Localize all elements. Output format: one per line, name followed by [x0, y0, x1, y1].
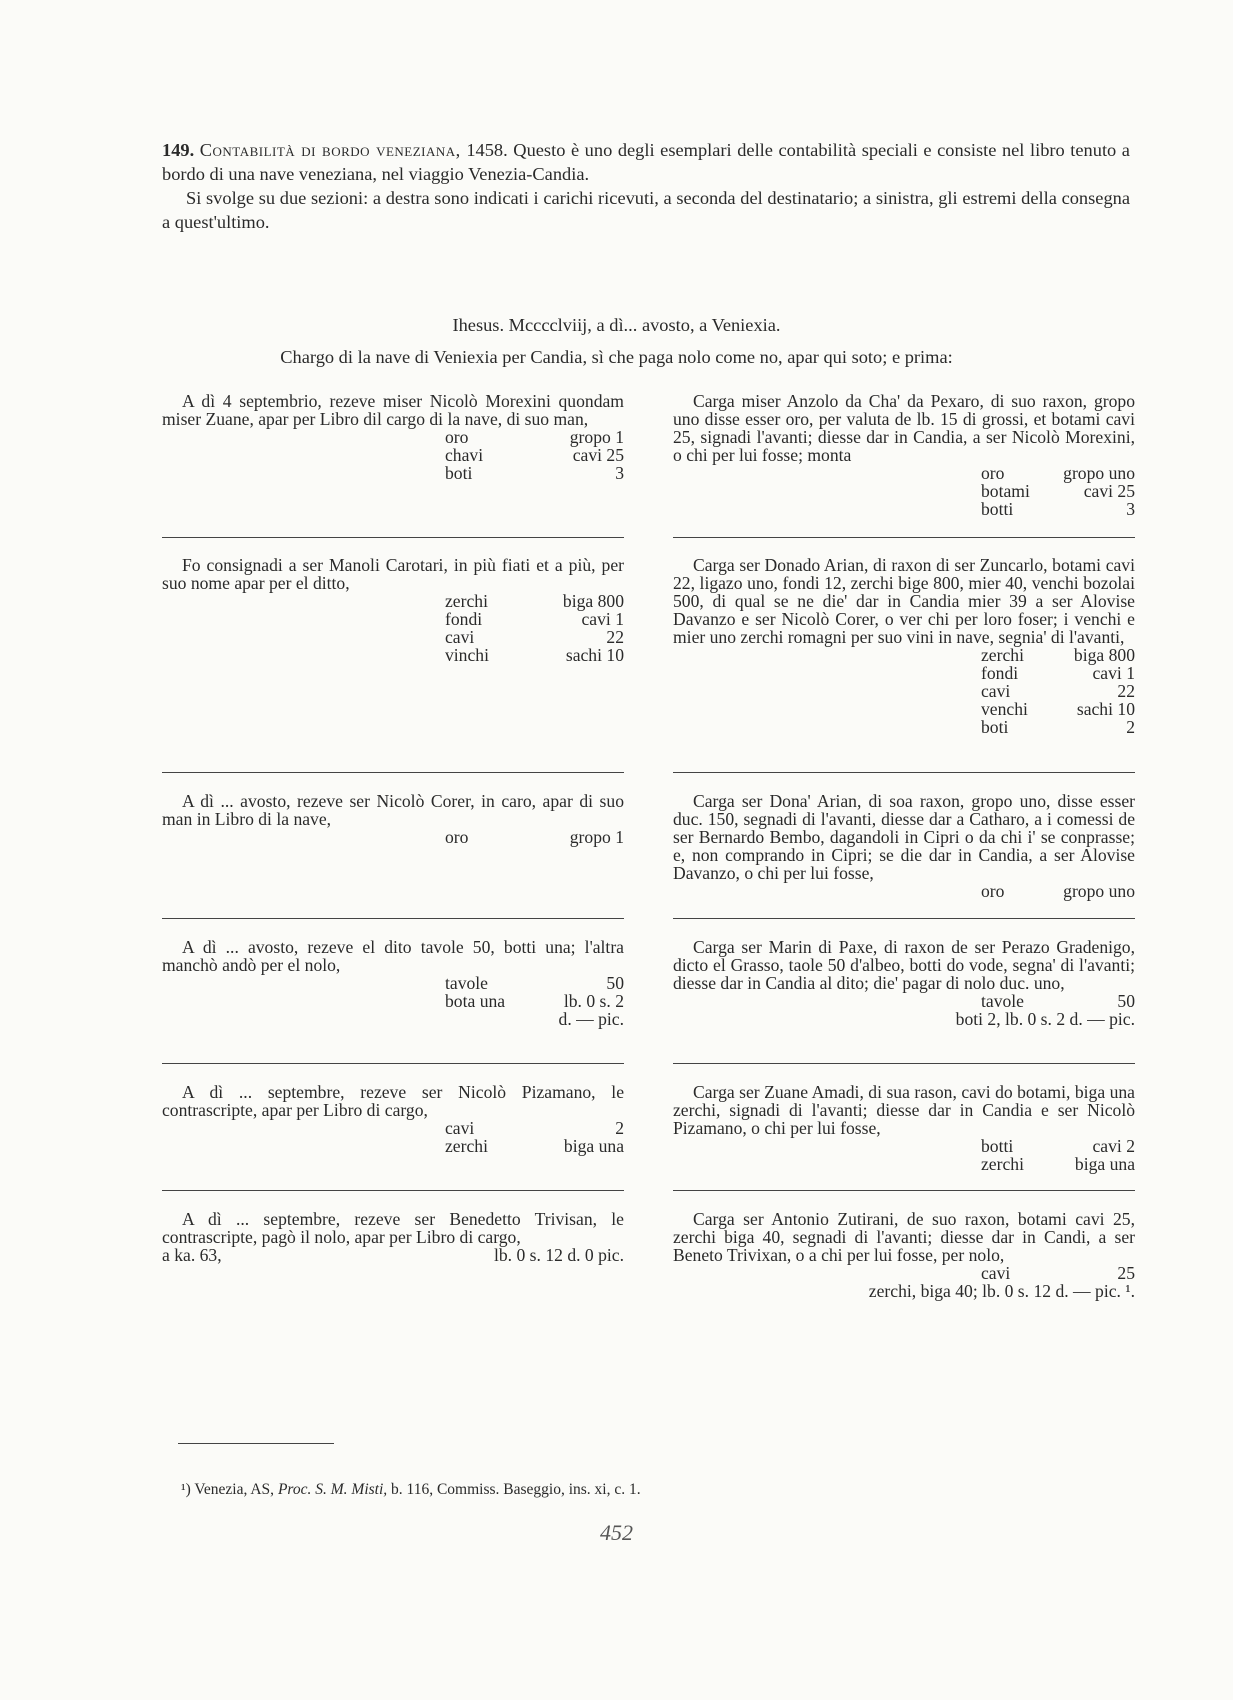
right-entry-row: zerchi biga 800 [981, 645, 1135, 665]
left-entry-text: A dì ... septembre, rezeve ser Benedetto Trivisan, le contrascripte, pagò il nolo, apar per Libro di cargo, [162, 1209, 624, 1247]
entry-title: Contabilità di bordo veneziana, [199, 140, 461, 160]
left-entry-5 [162, 1083, 624, 1155]
right-entry-row: cavi 25 [981, 1263, 1135, 1283]
left-entry-text: Fo consignadi a ser Manoli Carotari, in più fiati et a più, per suo nome apar per el ditto, [162, 555, 624, 593]
right-entry-3 [673, 792, 1135, 900]
footnote [181, 1481, 641, 1499]
page-number: 452 [600, 1520, 633, 1545]
right-entry-row: botti cavi 2 [981, 1136, 1135, 1156]
right-divider [673, 772, 1135, 773]
left-entry-row: oro gropo 1 [445, 427, 624, 447]
right-entry-row: zerchi biga una [981, 1154, 1135, 1174]
left-entry-text: A dì 4 septembrio, rezeve miser Nicolò Morexini quondam miser Zuane, apar per Libro dil cargo di la nave, di suo man, [162, 391, 624, 429]
right-entry-2 [673, 556, 1135, 736]
left-entry-row: zerchi biga 800 [445, 591, 624, 611]
document-heading: Ihesus. Mcccclviij, a dì... avosto, a Veniexia. [452, 315, 781, 335]
right-entry-text: Carga miser Anzolo da Cha' da Pexaro, di suo raxon, gropo uno disse esser oro, per valuta de lb. 15 di grossi, et botami cavi 25, signadi l'avanti; diesse dar in Candia, a ser Nicolò Morexini, o chi per lui fosse; monta [673, 391, 1135, 465]
right-entry-row: oro gropo uno [981, 881, 1135, 901]
right-entry-row: venchi sachi 10 [981, 699, 1135, 719]
footnote-rule [178, 1443, 334, 1444]
left-entry-text: A dì ... septembre, rezeve ser Nicolò Pizamano, le contrascripte, apar per Libro di cargo, [162, 1082, 624, 1120]
right-entry-row: cavi 22 [981, 681, 1135, 701]
left-divider [162, 772, 624, 773]
left-entry-row: tavole 50 [445, 973, 624, 993]
right-entry-text: Carga ser Zuane Amadi, di sua rason, cavi do botami, biga una zerchi, signadi di l'avanti; diesse dar in Candia e ser Nicolò Pizamano, o chi per lui fosse, [673, 1082, 1135, 1138]
left-entry-row: zerchi biga una [445, 1136, 624, 1156]
entry-number: 149. [162, 140, 195, 160]
document-subheading: Chargo di la nave di Veniexia per Candia, sì che paga nolo come no, apar qui soto; e prima: [280, 347, 953, 367]
left-entry-text: A dì ... avosto, rezeve ser Nicolò Corer, in caro, apar di suo man in Libro di la nave, [162, 791, 624, 829]
left-entry-3 [162, 792, 624, 846]
right-entry-row: tavole 50 [981, 991, 1135, 1011]
left-divider [162, 1063, 624, 1064]
left-entry-text: A dì ... avosto, rezeve el dito tavole 50, botti una; l'altra manchò andò per el nolo, [162, 937, 624, 975]
left-entry-2 [162, 556, 624, 664]
right-entry-5 [673, 1083, 1135, 1173]
left-entry-row: bota una lb. 0 s. 2 [445, 991, 624, 1011]
left-entry-row: vinchi sachi 10 [445, 645, 624, 665]
right-divider [673, 918, 1135, 919]
right-entry-text: Carga ser Donado Arian, di raxon di ser Zuncarlo, botami cavi 22, ligazo uno, fondi 12, zerchi bige 800, mier 40, venchi bozolai 500, di qual se ne die' dar in Candia mier 39 a ser Alovise Davanzo e ser Nicolò Corer, o ver chi per loro foser; i venchi e mier uno zerchi romagni per suo vini in nave, segnia' di l'avanti, [673, 555, 1135, 647]
left-entry-row: oro gropo 1 [445, 827, 624, 847]
right-entry-4 [673, 938, 1135, 1028]
right-entry-row: boti 2, lb. 0 s. 2 d. — pic. [955, 1009, 1135, 1029]
footnote-marker: ¹) [181, 1481, 191, 1498]
right-entry-text: Carga ser Dona' Arian, di soa raxon, gropo uno, disse esser duc. 150, segnadi di l'avanti, diesse dar a Catharo, a i comessi de ser Bernardo Bembo, dagandoli in Cipri o da chi i' se conprasse; e, non comprando in Cipri; se die dar in Candia, a ser Alovise Davanzo, o chi per lui fosse, [673, 791, 1135, 883]
left-divider [162, 1190, 624, 1191]
right-entry-row: oro gropo uno [981, 463, 1135, 483]
footnote-series: Proc. S. M. Misti, [277, 1481, 388, 1498]
left-entry-row: a ka. 63, lb. 0 s. 12 d. 0 pic. [162, 1245, 624, 1265]
intro-paragraph [162, 138, 1130, 234]
right-entry-row: zerchi, biga 40; lb. 0 s. 12 d. — pic. ¹. [868, 1281, 1135, 1301]
right-divider [673, 1190, 1135, 1191]
intro-para2: Si svolge su due sezioni: a destra sono indicati i carichi ricevuti, a seconda del destinatario; a sinistra, gli estremi della consegna a quest'ultimo. [162, 188, 1130, 232]
left-entry-1 [162, 392, 624, 482]
left-entry-row: chavi cavi 25 [445, 445, 624, 465]
left-entry-6 [162, 1210, 624, 1264]
right-divider [673, 1063, 1135, 1064]
footnote-source: Venezia, AS, [194, 1481, 275, 1498]
left-entry-row: d. — pic. [558, 1009, 624, 1029]
right-entry-row: boti 2 [981, 717, 1135, 737]
right-entry-row: botami cavi 25 [981, 481, 1135, 501]
right-entry-text: Carga ser Marin di Paxe, di raxon de ser Perazo Gradenigo, dicto el Grasso, taole 50 d'albeo, botti do vode, segna' di l'avanti; diesse dar in Candia al dito; die' pagar di nolo duc. uno, [673, 937, 1135, 993]
right-entry-6 [673, 1210, 1135, 1300]
left-divider [162, 918, 624, 919]
entry-year: 1458. [466, 140, 508, 160]
left-entry-row: fondi cavi 1 [445, 609, 624, 629]
right-entry-row: fondi cavi 1 [981, 663, 1135, 683]
right-entry-1 [673, 392, 1135, 518]
right-entry-row: botti 3 [981, 499, 1135, 519]
intro-line1: Questo è uno degli esemplari delle contabilità speciali e consiste nel libro tenuto a bordo di una nave veneziana, nel viaggio Venezia-Candia. [162, 140, 1130, 184]
footnote-reference: b. 116, Commiss. Baseggio, ins. xi, c. 1. [391, 1481, 641, 1498]
left-entry-row: cavi 22 [445, 627, 624, 647]
right-divider [673, 537, 1135, 538]
left-entry-4 [162, 938, 624, 1028]
right-entry-text: Carga ser Antonio Zutirani, de suo raxon, botami cavi 25, zerchi biga 40, segnadi di l'avanti; diesse dar in Candi, a ser Beneto Trivixan, o a chi per lui fosse, per nolo, [673, 1209, 1135, 1265]
left-entry-row: cavi 2 [445, 1118, 624, 1138]
left-divider [162, 537, 624, 538]
left-entry-row: boti 3 [445, 463, 624, 483]
